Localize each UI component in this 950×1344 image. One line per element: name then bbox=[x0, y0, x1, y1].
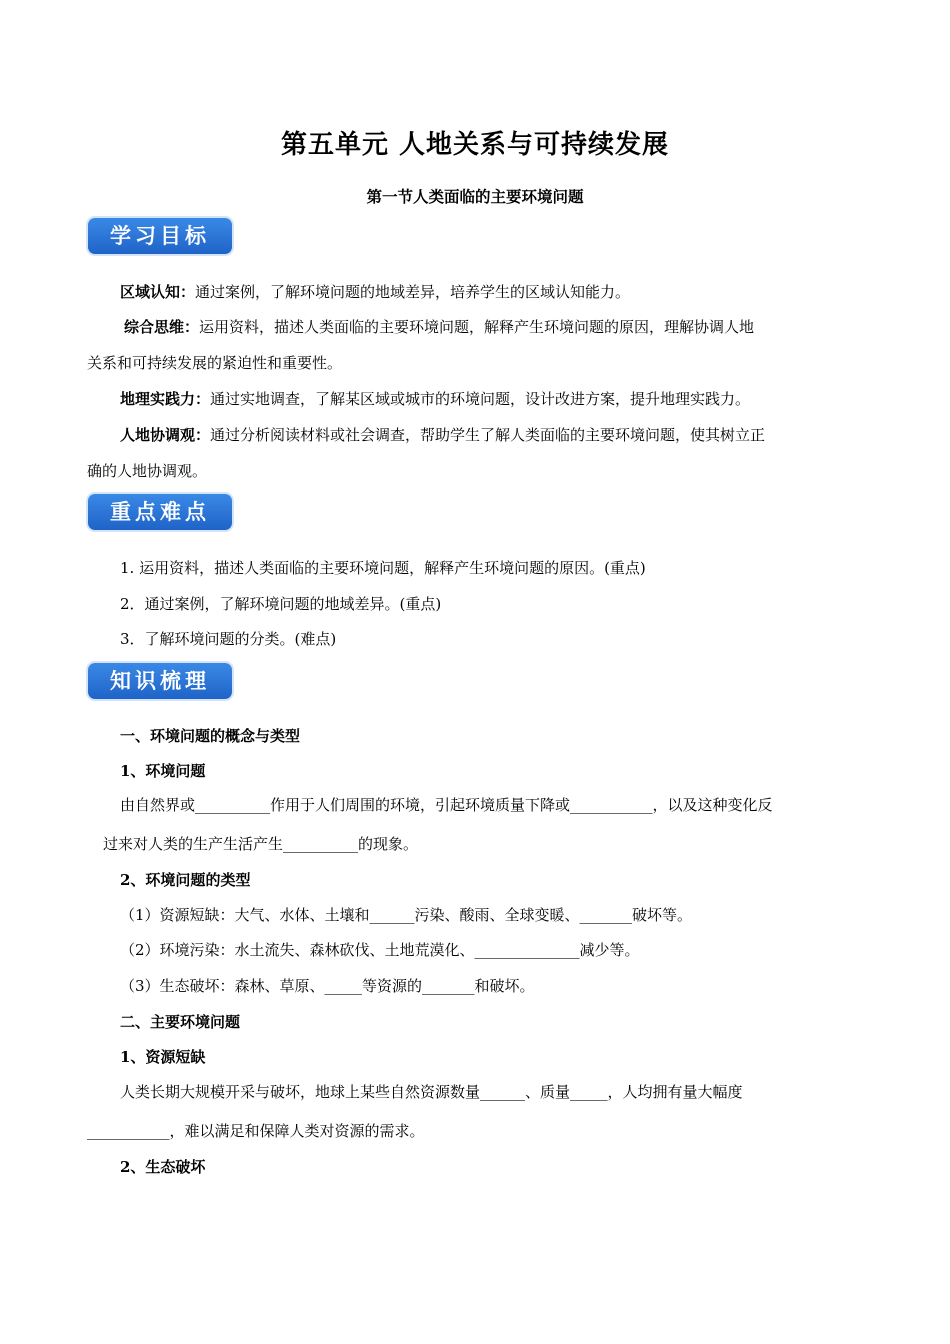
goal-geo-practice bbox=[120, 388, 750, 409]
paragraph-line: 过来对人类的生产生活产生__________的现象。 bbox=[103, 835, 419, 853]
goal-text-continued: 确的人地协调观。 bbox=[87, 462, 208, 480]
goal-text: 通过实地调查，了解某区域或城市的环境问题，设计改进方案，提升地理实践力。 bbox=[210, 390, 751, 408]
subsection-heading: 2、环境问题的类型 bbox=[120, 871, 251, 889]
knowledge-badge: 知识梳理 bbox=[88, 663, 232, 699]
goal-label: 地理实践力： bbox=[120, 390, 211, 408]
key-points-badge: 重点难点 bbox=[88, 494, 232, 530]
section-heading: 一、环境问题的概念与类型 bbox=[120, 727, 301, 745]
page-title: 第五单元 人地关系与可持续发展 bbox=[280, 130, 670, 160]
type-item: （1）资源短缺：大气、水体、土壤和______污染、酸雨、全球变暖、_______破坏等。 bbox=[120, 906, 693, 924]
goal-text: 通过分析阅读材料或社会调查，帮助学生了解人类面临的主要环境问题，使其树立正 bbox=[210, 426, 766, 444]
page-subtitle: 第一节人类面临的主要环境问题 bbox=[366, 187, 584, 206]
paragraph-line: 人类长期大规模开采与破坏，地球上某些自然资源数量______、质量_____，人均拥有量大幅度 bbox=[120, 1083, 743, 1101]
key-point-item: 2．通过案例，了解环境问题的地域差异。(重点) bbox=[120, 595, 442, 613]
key-point-item: 3．了解环境问题的分类。(难点) bbox=[120, 630, 337, 648]
goal-comprehensive-thinking bbox=[124, 316, 754, 337]
paragraph-line: ___________，难以满足和保障人类对资源的需求。 bbox=[87, 1122, 425, 1140]
goal-text: 通过案例，了解环境问题的地域差异，培养学生的区域认知能力。 bbox=[195, 283, 631, 301]
subsection-heading: 1、资源短缺 bbox=[120, 1048, 206, 1066]
goal-text-continued: 关系和可持续发展的紧迫性和重要性。 bbox=[87, 354, 343, 372]
subsection-heading: 2、生态破坏 bbox=[120, 1158, 206, 1176]
goal-label: 综合思维： bbox=[124, 318, 200, 336]
key-point-item: 1. 运用资料，描述人类面临的主要环境问题，解释产生环境问题的原因。(重点) bbox=[120, 559, 646, 577]
goal-label: 区域认知： bbox=[120, 283, 196, 301]
learning-goals-badge: 学习目标 bbox=[88, 218, 232, 254]
goal-regional-cognition bbox=[120, 281, 630, 302]
goal-human-land-harmony bbox=[120, 424, 765, 445]
goal-label: 人地协调观： bbox=[120, 426, 211, 444]
goal-text: 运用资料，描述人类面临的主要环境问题，解释产生环境问题的原因，理解协调人地 bbox=[199, 318, 755, 336]
type-item: （3）生态破坏：森林、草原、_____等资源的_______和破坏。 bbox=[120, 977, 535, 995]
type-item: （2）环境污染：水土流失、森林砍伐、土地荒漠化、______________减少等。 bbox=[120, 941, 640, 959]
section-heading: 二、主要环境问题 bbox=[120, 1013, 241, 1031]
subsection-heading: 1、环境问题 bbox=[120, 762, 206, 780]
paragraph-line: 由自然界或__________作用于人们周围的环境，引起环境质量下降或___________，以及这种变化反 bbox=[120, 796, 773, 814]
